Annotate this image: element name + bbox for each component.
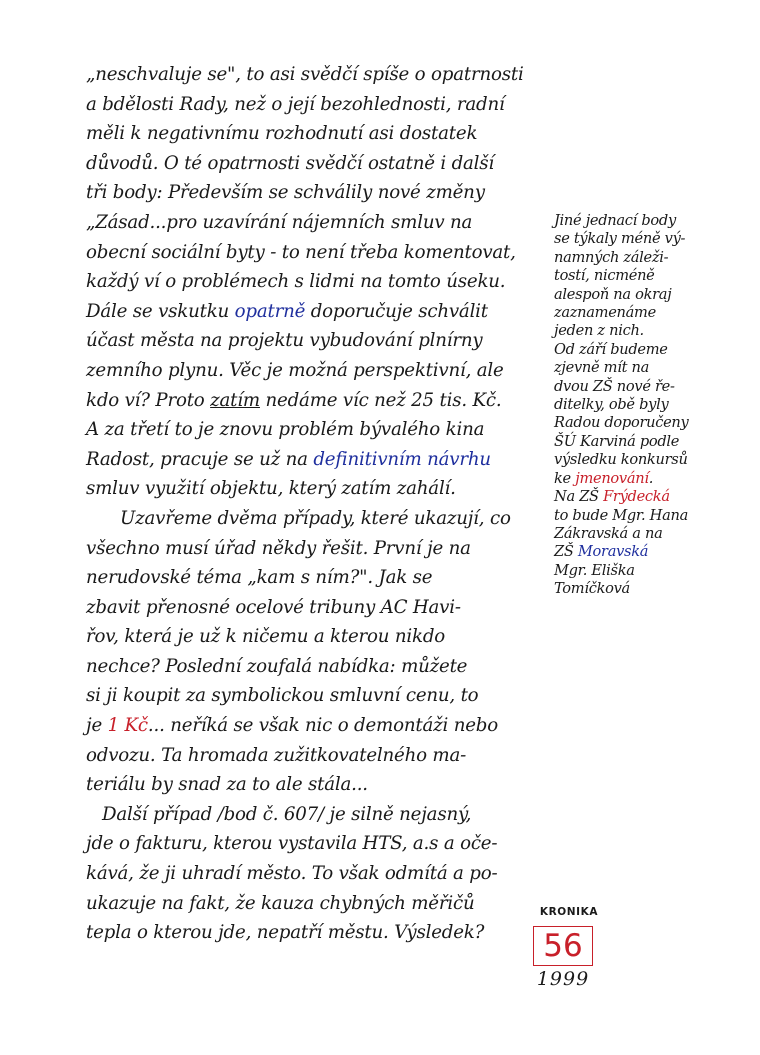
text-line: „neschvaluje se", to asi svědčí spíše o opatrnosti xyxy=(86,64,524,85)
text-line xyxy=(86,386,548,416)
text-line: odvozu. Ta hromada zužitkovatelného ma- xyxy=(86,744,467,766)
note-segment: ZŠ xyxy=(554,543,578,561)
note-line: se týkaly méně vý- xyxy=(554,230,686,248)
note-line: výsledku konkursů xyxy=(554,451,688,469)
text-line: nerudovské téma „kam s ním?". Jak se xyxy=(86,567,433,589)
text-line: měli k negativnímu rozhodnutí asi dostatek xyxy=(86,123,478,145)
text-line: tři body: Především se schválily nové změny xyxy=(86,182,485,204)
note-line: zaznamenáme xyxy=(554,304,656,322)
text-line: a bdělosti Rady, než o její bezohlednosti, radní xyxy=(86,93,505,115)
text-segment: ... neříká se však nic o demontáži nebo xyxy=(147,715,498,737)
note-line: ŠÚ Karviná podle xyxy=(554,432,680,450)
text-line: tepla o kterou jde, nepatří městu. Výsledek? xyxy=(86,922,485,944)
highlight-jmenovani: jmenování xyxy=(575,469,649,487)
note-line: Jiné jednací body xyxy=(554,212,676,229)
text-line: Další případ /bod č. 607/ je silně nejasný, xyxy=(102,803,472,825)
text-line: nechce? Poslední zoufalá nabídka: můžete xyxy=(86,655,468,677)
margin-note xyxy=(554,212,724,599)
chronicle-year: 1999 xyxy=(536,968,590,990)
note-line: Radou doporučeny xyxy=(554,414,689,432)
text-line: jde o fakturu, kterou vystavila HTS, a.s a oče- xyxy=(86,833,498,855)
text-line: řov, která je už k ničemu a kterou nikdo xyxy=(86,626,446,648)
text-segment: doporučuje schválit xyxy=(305,300,488,322)
note-line: Od září budeme xyxy=(554,340,668,358)
note-line: tostí, nicméně xyxy=(554,267,655,285)
text-line: účast města na projektu vybudování plnírny xyxy=(86,330,483,352)
note-segment: . xyxy=(648,469,654,487)
note-line: ditelky, obě byly xyxy=(554,396,669,414)
text-line xyxy=(86,297,548,327)
page-number-box: 56 xyxy=(533,926,593,966)
text-line: kává, že ji uhradí město. To však odmítá a po- xyxy=(86,863,498,885)
underlined-zatim: zatím xyxy=(210,389,260,411)
highlight-opatrne: opatrně xyxy=(234,300,306,322)
text-line: si ji koupit za symbolickou smluvní cenu, to xyxy=(86,685,479,707)
note-segment: ke xyxy=(554,469,576,487)
text-line: „Zásad...pro uzavírání nájemních smluv na xyxy=(86,211,473,233)
note-line: dvou ZŠ nové ře- xyxy=(554,377,675,395)
note-line xyxy=(554,470,724,488)
text-line: všechno musí úřad někdy řešit. První je na xyxy=(86,537,471,559)
note-line: Zákravská a na xyxy=(554,524,663,542)
note-line: to bude Mgr. Hana xyxy=(554,506,689,524)
note-line: Mgr. Eliška xyxy=(554,561,635,579)
text-line: obecní sociální byty - to není třeba komentovat, xyxy=(86,241,516,263)
text-segment: nedáme víc než 25 tis. Kč. xyxy=(259,389,502,411)
note-line xyxy=(554,488,724,506)
highlight-moravska: Moravská xyxy=(577,543,649,561)
note-line xyxy=(554,543,724,561)
highlight-price: 1 Kč xyxy=(107,715,148,737)
text-line: A za třetí to je znovu problém bývalého kina xyxy=(86,419,485,441)
note-segment: Na ZŠ xyxy=(554,488,604,506)
text-line: zbavit přenosné ocelové tribuny AC Havi- xyxy=(86,596,461,618)
text-line xyxy=(86,445,548,475)
text-line: každý ví o problémech s lidmi na tomto úseku. xyxy=(86,271,506,293)
note-line: zjevně mít na xyxy=(554,359,649,377)
text-line: smluv využití objektu, který zatím zahálí. xyxy=(86,478,456,500)
main-text-column xyxy=(86,60,548,948)
text-line: Uzavřeme dvěma případy, které ukazují, co xyxy=(120,507,511,529)
text-segment: Dále se vskutku xyxy=(86,300,235,322)
note-line: namných záleži- xyxy=(554,248,669,266)
kronika-label: KRONIKA xyxy=(539,906,599,918)
text-segment: je xyxy=(86,715,108,737)
note-line: alespoň na okraj xyxy=(554,285,672,303)
text-line: ukazuje na fakt, že kauza chybných měřičů xyxy=(86,892,475,914)
text-line: teriálu by snad za to ale stála... xyxy=(86,774,368,796)
text-segment: kdo ví? Proto xyxy=(86,389,211,411)
text-segment: Radost, pracuje se už na xyxy=(86,448,314,470)
text-line: důvodů. O té opatrnosti svědčí ostatně i další xyxy=(86,152,495,174)
note-line: Tomíčková xyxy=(554,580,630,598)
text-line: zemního plynu. Věc je možná perspektivní, ale xyxy=(86,359,504,381)
highlight-frydecka: Frýdecká xyxy=(603,488,670,506)
note-line: jeden z nich. xyxy=(554,322,644,340)
text-line xyxy=(86,711,548,741)
highlight-definitivni-navrh: definitivním návrhu xyxy=(313,448,491,470)
